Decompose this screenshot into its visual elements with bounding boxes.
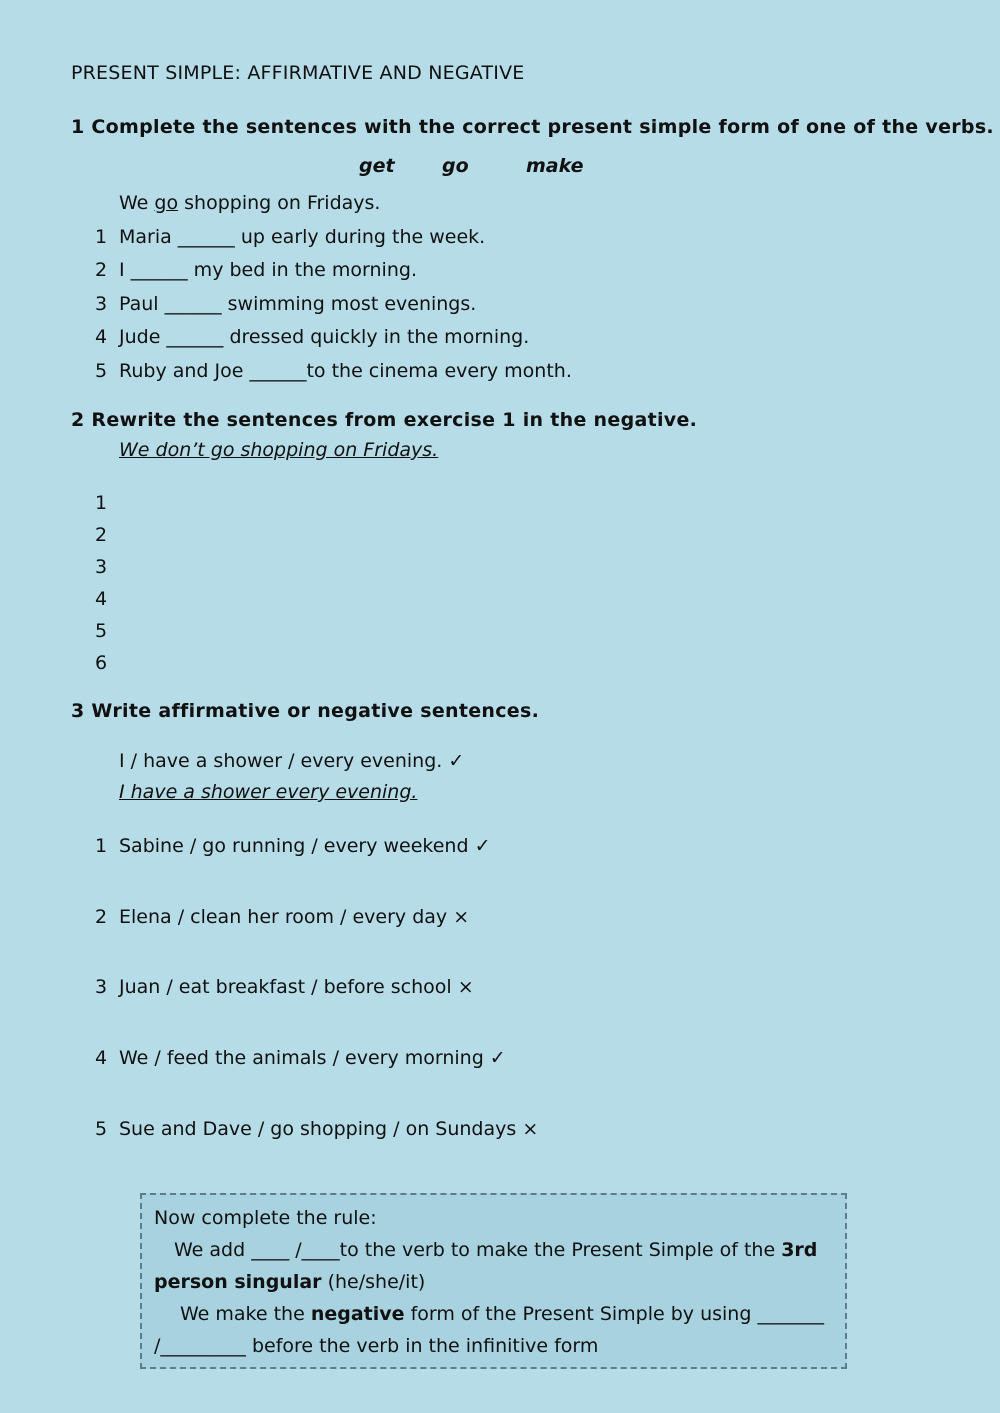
exercise-1-item: 1 Maria ______ up early during the week. (95, 226, 486, 248)
exercise-3-item: 1 Sabine / go running / every weekend ✓ (95, 835, 491, 857)
rule-intro: Now complete the rule: (154, 1207, 377, 1229)
example-answer: go (154, 192, 179, 214)
exercise-3-example-answer: I have a shower every evening. (119, 781, 418, 803)
exercise-1-item: 4 Jude ______ dressed quickly in the morning. (95, 326, 530, 348)
page-title: PRESENT SIMPLE: AFFIRMATIVE AND NEGATIVE (71, 62, 525, 84)
exercise-3-item: 3 Juan / eat breakfast / before school × (95, 976, 474, 998)
rule-line-person: person singular (he/she/it) (154, 1271, 426, 1293)
exercise-1-item: 3 Paul ______ swimming most evenings. (95, 293, 477, 315)
exercise-3-heading: 3 Write affirmative or negative sentences. (71, 700, 540, 722)
exercise-2-number: 3 (95, 556, 108, 578)
exercise-3-item: 4 We / feed the animals / every morning ✓ (95, 1047, 506, 1069)
verb-make: make (526, 155, 584, 177)
exercise-3-item: 5 Sue and Dave / go shopping / on Sundays × (95, 1118, 539, 1140)
exercise-2-number: 4 (95, 588, 108, 610)
rule-line-negative: We make the negative form of the Present Simple by using _______ (180, 1303, 824, 1325)
rule-line-add: We add ____ /____to the verb to make the Present Simple of the 3rd (174, 1239, 818, 1261)
verb-go: go (442, 155, 469, 177)
exercise-1-item: 2 I ______ my bed in the morning. (95, 259, 417, 281)
verb-get: get (359, 155, 395, 177)
exercise-1-heading: 1 Complete the sentences with the correct present simple form of one of the verbs. (71, 116, 994, 138)
exercise-3-example-prompt: I / have a shower / every evening. ✓ (119, 750, 465, 772)
exercise-2-number: 1 (95, 492, 108, 514)
exercise-1-item: 5 Ruby and Joe ______to the cinema every month. (95, 360, 572, 382)
exercise-2-number: 6 (95, 652, 108, 674)
rule-box (140, 1193, 847, 1369)
exercise-1-example: We go shopping on Fridays. (119, 192, 381, 214)
exercise-2-heading: 2 Rewrite the sentences from exercise 1 in the negative. (71, 409, 698, 431)
exercise-3-item: 2 Elena / clean her room / every day × (95, 906, 470, 928)
rule-line-infinitive: /_________ before the verb in the infinitive form (154, 1335, 599, 1357)
exercise-2-number: 5 (95, 620, 108, 642)
exercise-2-number: 2 (95, 524, 108, 546)
exercise-2-example: We don’t go shopping on Fridays. (119, 439, 439, 461)
